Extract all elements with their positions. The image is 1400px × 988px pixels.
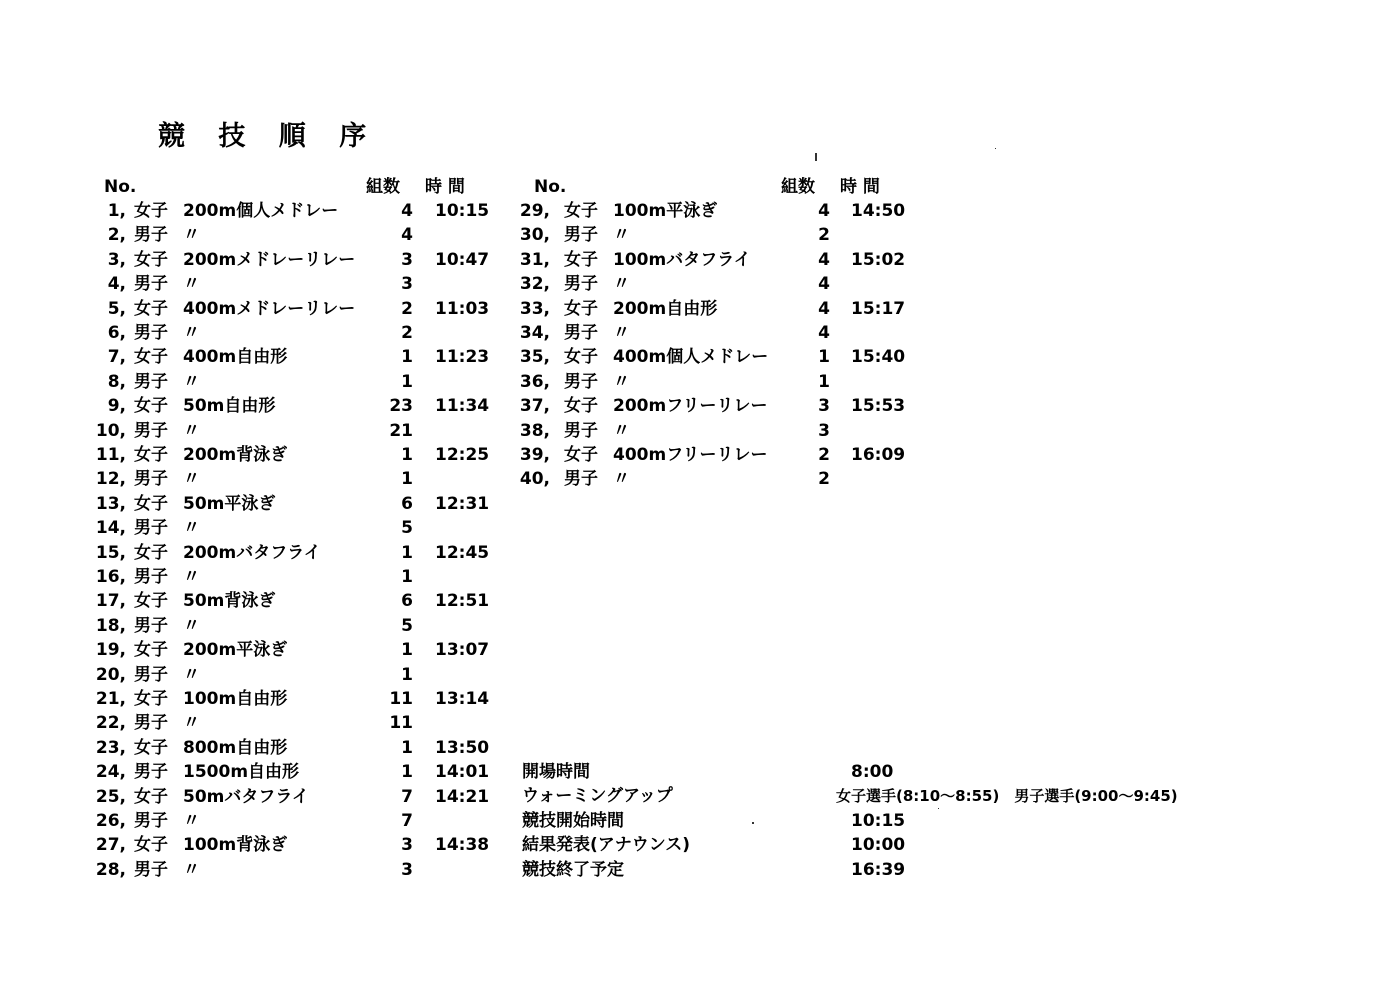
event-gender: 男子 [564,371,598,392]
event-groups: 21 [389,420,413,441]
event-time: 16:09 [851,445,906,465]
event-time: 12:25 [435,445,490,465]
event-name: 400m自由形 [183,347,288,368]
event-time: 10:15 [435,201,490,221]
event-gender: 男子 [134,713,168,734]
event-gender: 女子 [134,493,168,514]
event-number: 38, [519,420,550,441]
event-groups: 4 [818,298,830,319]
event-gender: 女子 [564,396,598,417]
event-groups: 1 [401,371,413,392]
event-groups: 11 [389,689,413,709]
event-number: 11, [95,445,126,465]
event-number: 37, [519,396,550,417]
event-groups: 4 [818,323,830,343]
schedule-label: ウォーミングアップ [522,786,673,807]
event-name: 100m平泳ぎ [613,201,718,221]
event-time: 11:34 [435,396,490,417]
schedule-value: 10:15 [851,810,906,831]
event-gender: 男子 [134,371,168,392]
event-number: 7, [107,347,126,368]
event-name: 〃 [183,469,200,490]
schedule-label: 競技終了予定 [522,859,624,880]
event-gender: 女子 [564,347,598,368]
event-name: 200m個人メドレー [183,201,339,221]
event-name: 50m自由形 [183,396,276,417]
left-header-time: 時 間 [425,177,465,197]
event-time: 15:02 [851,249,906,270]
event-gender: 男子 [134,615,168,636]
event-name: 200m平泳ぎ [183,640,288,661]
event-groups: 2 [818,225,830,246]
schedule-value: 16:39 [851,859,906,880]
event-name: 100m背泳ぎ [183,835,288,856]
event-number: 13, [95,493,126,514]
event-groups: 1 [401,640,413,661]
event-number: 30, [519,225,550,246]
event-name: 400mメドレーリレー [183,298,356,319]
event-number: 25, [95,786,126,807]
event-gender: 男子 [134,420,168,441]
event-name: 〃 [183,567,200,587]
event-name: 〃 [613,420,630,441]
event-groups: 1 [818,371,830,392]
event-number: 33, [519,298,550,319]
event-name: 200mバタフライ [183,542,321,563]
event-number: 17, [95,591,126,612]
event-groups: 1 [401,347,413,368]
event-number: 8, [107,371,126,392]
event-gender: 男子 [564,323,598,343]
event-gender: 女子 [564,445,598,465]
event-time: 10:47 [435,249,490,270]
event-number: 3, [107,249,126,270]
schedule-label: 結果発表(アナウンス) [522,835,691,856]
event-name: 800m自由形 [183,737,288,758]
event-groups: 7 [401,811,413,831]
event-time: 15:53 [851,396,906,417]
event-groups: 23 [389,396,413,417]
event-number: 4, [107,274,126,295]
event-name: 〃 [183,371,200,392]
event-time: 13:14 [435,689,490,709]
event-number: 29, [519,201,550,221]
event-groups: 1 [401,469,413,490]
schedule-value: 女子選手(8:10～8:55) 男子選手(9:00～9:45) [836,787,1178,806]
event-number: 21, [95,689,126,709]
event-groups: 4 [401,201,413,221]
event-groups: 1 [818,347,830,368]
event-gender: 男子 [134,762,168,783]
event-gender: 男子 [134,859,168,880]
event-number: 12, [95,469,126,490]
event-gender: 男子 [134,567,168,587]
event-number: 40, [519,469,550,490]
event-gender: 男子 [564,420,598,441]
event-gender: 女子 [134,542,168,563]
schedule-label: 競技開始時間 [522,810,624,831]
event-time: 14:21 [435,786,490,807]
event-groups: 1 [401,567,413,587]
event-gender: 女子 [134,298,168,319]
event-name: 1500m自由形 [183,762,300,783]
event-name: 50m平泳ぎ [183,493,276,514]
schedule-value: 8:00 [851,762,894,782]
event-number: 2, [107,225,126,246]
event-number: 23, [95,737,126,758]
event-number: 26, [95,811,126,831]
event-gender: 女子 [134,347,168,368]
event-gender: 女子 [564,298,598,319]
event-time: 15:17 [851,298,906,319]
right-header-groups: 組数 [781,177,815,197]
event-number: 5, [107,298,126,319]
event-time: 15:40 [851,347,906,368]
event-name: 200m背泳ぎ [183,445,288,465]
event-time: 12:31 [435,493,490,514]
event-gender: 女子 [134,249,168,270]
event-groups: 1 [401,737,413,758]
event-gender: 男子 [564,469,598,490]
scan-speck [995,148,996,149]
event-groups: 4 [818,274,830,295]
event-groups: 2 [401,323,413,343]
event-time: 11:23 [435,347,490,368]
event-number: 39, [519,445,550,465]
event-gender: 女子 [134,445,168,465]
event-name: 100mバタフライ [613,249,751,270]
event-gender: 男子 [134,469,168,490]
event-gender: 女子 [134,396,168,417]
event-gender: 女子 [134,640,168,661]
event-gender: 女子 [564,249,598,270]
event-name: 〃 [183,615,200,636]
schedule-label: 開場時間 [522,762,590,782]
schedule-value: 10:00 [851,835,906,856]
event-gender: 男子 [134,225,168,246]
event-name: 〃 [183,225,200,246]
event-time: 13:07 [435,640,490,661]
event-time: 11:03 [435,298,490,319]
event-name: 〃 [613,371,630,392]
event-number: 20, [95,664,126,685]
event-groups: 3 [818,396,830,417]
event-name: 〃 [613,274,630,295]
event-name: 50mバタフライ [183,786,309,807]
right-header-time: 時 間 [840,177,880,197]
event-name: 〃 [183,664,200,685]
event-name: 〃 [183,323,200,343]
event-number: 16, [95,567,126,587]
event-gender: 男子 [564,225,598,246]
event-groups: 1 [401,664,413,685]
event-number: 24, [95,762,126,783]
event-gender: 女子 [134,591,168,612]
event-time: 14:38 [435,835,490,856]
event-gender: 男子 [564,274,598,295]
event-number: 22, [95,713,126,734]
event-name: 200m自由形 [613,298,718,319]
event-number: 15, [95,542,126,563]
right-header-no: No. [534,177,567,197]
event-number: 1, [107,201,126,221]
event-groups: 11 [389,713,413,734]
event-number: 19, [95,640,126,661]
event-number: 14, [95,518,126,539]
event-number: 34, [519,323,550,343]
event-name: 〃 [613,469,630,490]
event-groups: 5 [401,518,413,539]
event-name: 〃 [613,225,630,246]
event-gender: 男子 [134,518,168,539]
event-gender: 女子 [564,201,598,221]
event-gender: 男子 [134,274,168,295]
event-name: 〃 [183,420,200,441]
event-groups: 5 [401,615,413,636]
event-groups: 1 [401,445,413,465]
event-gender: 女子 [134,786,168,807]
event-groups: 4 [818,201,830,221]
event-name: 〃 [183,713,200,734]
event-gender: 女子 [134,201,168,221]
event-number: 6, [107,323,126,343]
event-gender: 女子 [134,737,168,758]
scan-speck [815,153,817,161]
event-gender: 男子 [134,664,168,685]
left-header-groups: 組数 [366,177,400,197]
event-groups: 3 [818,420,830,441]
event-time: 14:01 [435,762,490,783]
event-number: 31, [519,249,550,270]
event-groups: 1 [401,762,413,783]
event-number: 28, [95,859,126,880]
event-groups: 4 [401,225,413,246]
event-number: 36, [519,371,550,392]
event-name: 〃 [183,274,200,295]
event-time: 12:45 [435,542,490,563]
scan-speck [938,808,939,809]
scan-speck [752,822,754,824]
event-gender: 女子 [134,689,168,709]
event-number: 9, [107,396,126,417]
event-groups: 7 [401,786,413,807]
event-time: 13:50 [435,737,490,758]
page-title: 競 技 順 序 [158,121,379,152]
event-number: 35, [519,347,550,368]
event-groups: 1 [401,542,413,563]
event-gender: 女子 [134,835,168,856]
left-header-no: No. [104,177,137,197]
event-groups: 2 [401,298,413,319]
event-time: 12:51 [435,591,490,612]
event-groups: 3 [401,274,413,295]
event-name: 〃 [613,323,630,343]
event-groups: 2 [818,469,830,490]
event-name: 400m個人メドレー [613,347,769,368]
event-groups: 6 [401,591,413,612]
event-name: 〃 [183,859,200,880]
event-groups: 2 [818,445,830,465]
event-name: 〃 [183,811,200,831]
event-name: 100m自由形 [183,689,288,709]
event-name: 200mメドレーリレー [183,249,356,270]
event-groups: 6 [401,493,413,514]
event-number: 18, [95,615,126,636]
event-time: 14:50 [851,201,906,221]
event-name: 200mフリーリレー [613,396,768,417]
event-number: 32, [519,274,550,295]
event-groups: 3 [401,859,413,880]
event-name: 400mフリーリレー [613,445,768,465]
event-name: 〃 [183,518,200,539]
event-name: 50m背泳ぎ [183,591,276,612]
event-gender: 男子 [134,323,168,343]
event-gender: 男子 [134,811,168,831]
event-groups: 3 [401,835,413,856]
event-groups: 3 [401,249,413,270]
event-number: 27, [95,835,126,856]
event-number: 10, [95,420,126,441]
event-groups: 4 [818,249,830,270]
